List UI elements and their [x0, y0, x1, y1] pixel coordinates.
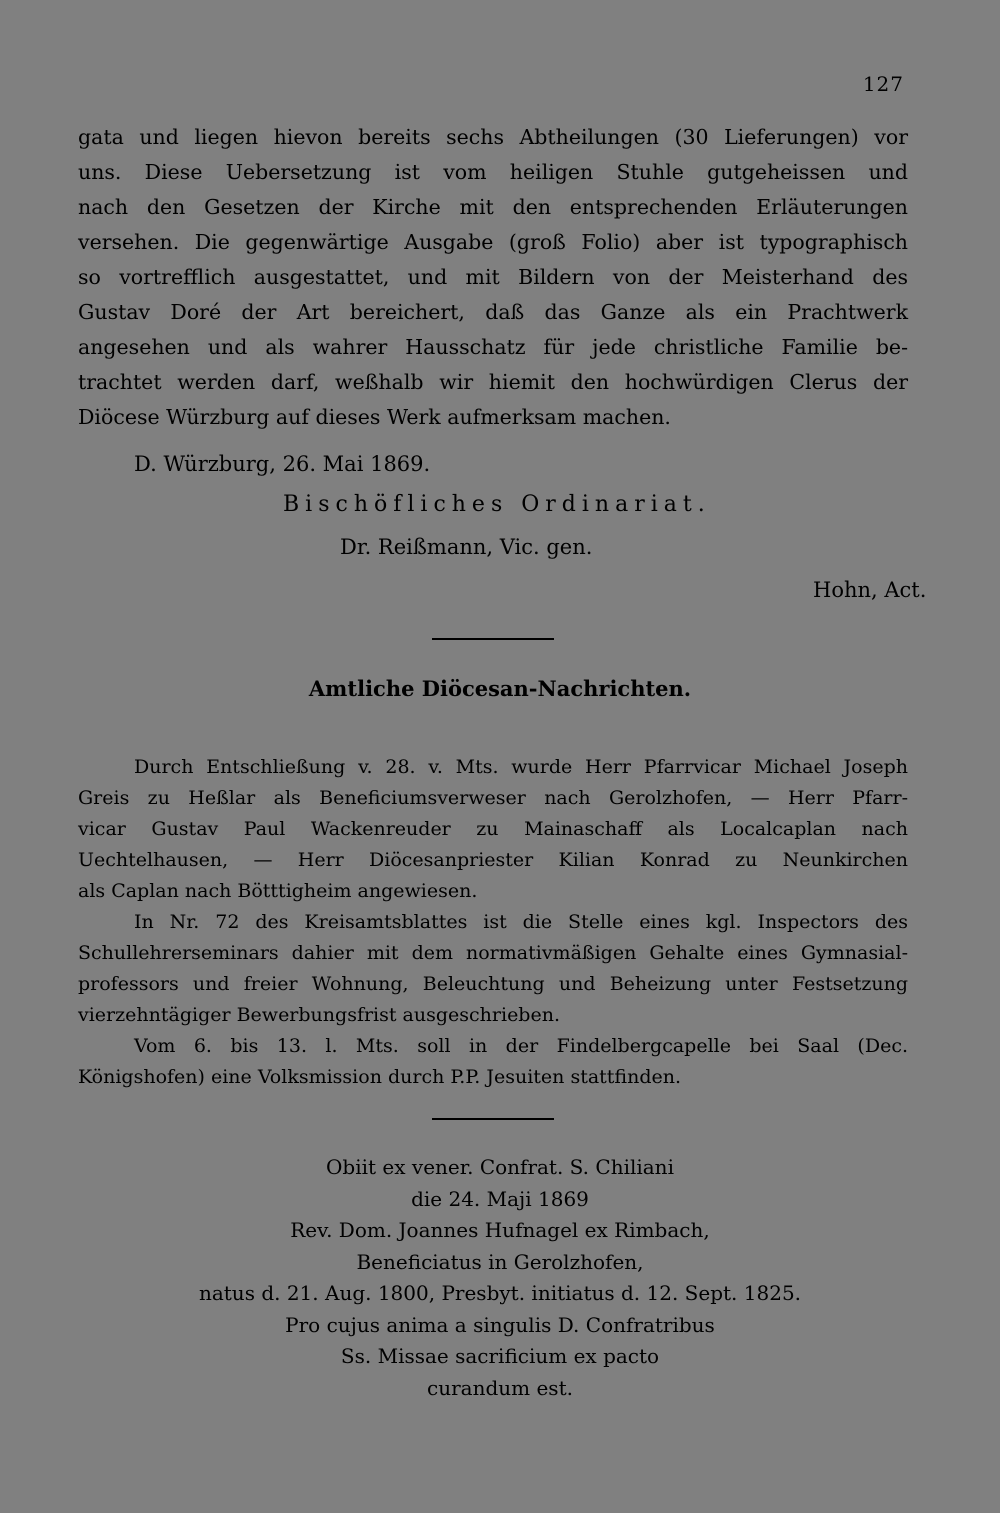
news-line: vierzehntägiger Bewerbungsfrist ausgeschrieben. — [78, 1004, 560, 1026]
signature-name-vicar: Dr. Reißmann, Vic. gen. — [340, 535, 593, 559]
intro-line: so vortrefflich ausgestattet, und mit Bildern von der Meisterhand des — [78, 265, 908, 289]
news-line: vicar Gustav Paul Wackenreuder zu Mainaschaff als Localcaplan nach — [78, 818, 908, 840]
news-line: Durch Entschließung v. 28. v. Mts. wurde Herr Pfarrvicar Michael Joseph — [134, 756, 908, 778]
intro-line: versehen. Die gegenwärtige Ausgabe (groß Folio) aber ist typographisch — [78, 230, 908, 254]
news-line: In Nr. 72 des Kreisamtsblattes ist die Stelle eines kgl. Inspectors des — [134, 911, 908, 933]
obituary-line: curandum est. — [427, 1375, 573, 1400]
news-line: als Caplan nach Bötttigheim angewiesen. — [78, 880, 478, 902]
news-line: Königshofen) eine Volksmission durch P.P. Jesuiten stattfinden. — [78, 1066, 682, 1088]
diocesan-news — [78, 752, 908, 1093]
obituary-line: natus d. 21. Aug. 1800, Presbyt. initiatus d. 12. Sept. 1825. — [198, 1281, 802, 1305]
news-line: Uechtelhausen, — Herr Diöcesanpriester Kilian Konrad zu Neunkirchen — [78, 849, 908, 871]
obituary-line: Beneficiatus in Gerolzhofen, — [356, 1249, 644, 1274]
divider-rule — [432, 638, 554, 640]
news-line: professors und freier Wohnung, Beleuchtung und Beheizung unter Festsetzung — [78, 973, 908, 995]
obituary-line: die 24. Maji 1869 — [411, 1186, 589, 1211]
news-line: Vom 6. bis 13. l. Mts. soll in der Findelbergcapelle bei Saal (Dec. — [134, 1035, 908, 1057]
section-heading: Amtliche Diöcesan-Nachrichten. — [308, 676, 692, 701]
news-line: Schullehrerseminars dahier mit dem normativmäßigen Gehalte eines Gymnasial- — [78, 942, 908, 964]
intro-line: trachtet werden darf, weßhalb wir hiemit den hochwürdigen Clerus der — [78, 370, 908, 394]
news-line: Greis zu Heßlar als Beneficiumsverweser nach Gerolzhofen, — Herr Pfarr- — [78, 787, 908, 809]
intro-line: nach den Gesetzen der Kirche mit den entsprechenden Erläuterungen — [78, 195, 908, 219]
intro-line: uns. Diese Uebersetzung ist vom heiligen Stuhle gutgeheissen und — [78, 160, 908, 184]
page-number: 127 — [862, 72, 904, 96]
signature-office: Bischöfliches Ordinariat. — [283, 492, 711, 517]
signature-name-actuary: Hohn, Act. — [813, 578, 927, 602]
obituary-line: Ss. Missae sacrificium ex pacto — [340, 1344, 660, 1368]
signature-date: D. Würzburg, 26. Mai 1869. — [134, 452, 431, 476]
intro-line: Gustav Doré der Art bereichert, daß das Ganze als ein Prachtwerk — [78, 300, 908, 324]
obituary-line: Rev. Dom. Joannes Hufnagel ex Rimbach, — [290, 1218, 710, 1242]
intro-line: Diöcese Würzburg auf dieses Werk aufmerksam machen. — [78, 405, 671, 429]
intro-line: gata und liegen hievon bereits sechs Abtheilungen (30 Lieferungen) vor — [78, 125, 908, 149]
intro-line: angesehen und als wahrer Hausschatz für jede christliche Familie be- — [78, 335, 908, 359]
obituary-notice — [0, 1152, 1000, 1404]
obituary-line: Obiit ex vener. Confrat. S. Chiliani — [326, 1155, 674, 1179]
obituary-line: Pro cujus anima a singulis D. Confratribus — [285, 1312, 715, 1337]
divider-rule — [432, 1118, 554, 1120]
intro-paragraph — [78, 120, 908, 435]
